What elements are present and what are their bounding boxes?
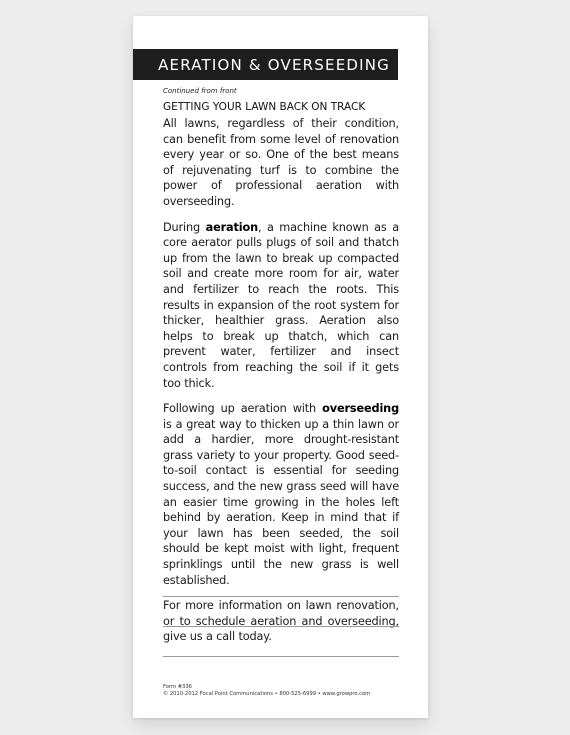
write-in-line-3 <box>163 656 399 657</box>
continued-label: Continued from front <box>163 87 237 95</box>
closing-paragraph <box>163 598 399 645</box>
door-hanger-card <box>133 16 428 718</box>
write-in-line-2 <box>163 626 399 627</box>
copyright-line: © 2010-2012 Focal Point Communications • 800-525-6999 • www.growpro.com <box>163 691 371 697</box>
body-content <box>163 83 399 655</box>
banner-title: AERATION & OVERSEEDING <box>158 55 390 74</box>
aeration-text: , a machine known as a core aerator pulls plugs of soil and thatch up from the lawn to break up compacted soil and create more room for air, water and fertilizer to reach the roots. This results in expansion of the root system for thicker, healthier grass. Aeration also helps to break up thatch, which can prevent water, fertilizer and insect controls from reaching the soil if it gets too thick. <box>163 220 399 390</box>
form-number: Form #336 <box>163 684 192 690</box>
overseeding-prefix: Following up aeration with <box>163 402 323 416</box>
title-banner <box>133 49 398 80</box>
overseeding-text: is a great way to thicken up a thin lawn or add a hardier, more drought-resistant grass variety to your property. Good seed-to-soil contact is essential for seeding success, and the new grass seed will have an easier time growing in the holes left behind by aeration. Keep in mind that if your lawn has been seeded, the soil should be kept moist with light, frequent sprinklings until the new grass is well established. <box>163 417 399 587</box>
closing-text: For more information on lawn renovation, or to schedule aeration and overseeding, give us a call today. <box>163 599 399 644</box>
intro-text: All lawns, regardless of their condition, can benefit from some level of renovation every year or so. One of the best means of rejuvenating turf is to combine the power of professional aeration with overseeding. <box>163 117 399 208</box>
aeration-term: aeration <box>205 220 258 234</box>
overseeding-term: overseeding <box>322 402 399 416</box>
aeration-paragraph <box>163 220 399 392</box>
aeration-prefix: During <box>163 220 206 234</box>
section-title: GETTING YOUR LAWN BACK ON TRACK <box>163 101 366 113</box>
overseeding-paragraph <box>163 401 399 588</box>
write-in-line-1 <box>163 596 399 597</box>
intro-paragraph <box>163 116 399 210</box>
